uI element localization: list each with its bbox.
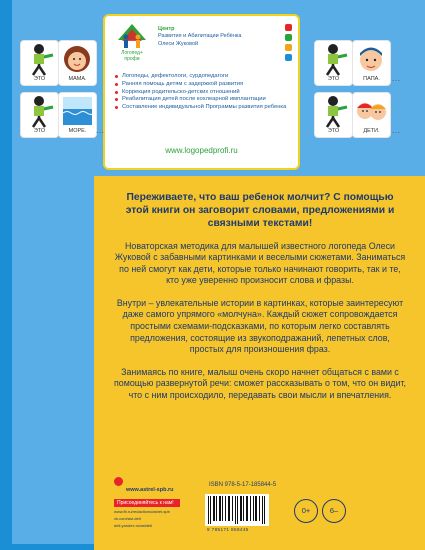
pointing-boy-icon bbox=[315, 41, 352, 77]
pointing-boy-icon bbox=[21, 93, 58, 129]
center-line3: Олеси Жуковой bbox=[158, 40, 199, 47]
barcode-digits: 9 785171 858445 bbox=[207, 527, 249, 532]
age-rating-0: 0+ bbox=[294, 499, 318, 523]
papa-face-icon bbox=[353, 41, 390, 77]
pointing-boy-icon bbox=[315, 93, 352, 129]
barcode bbox=[205, 494, 269, 526]
sea-icon bbox=[59, 93, 96, 129]
svg-text:Логопед+: Логопед+ bbox=[121, 50, 143, 56]
service-item: Логопеды, дефектологи, сурдопедагоги bbox=[115, 73, 290, 81]
service-item: Реабилитация детей после кохлеарной имплантации bbox=[115, 96, 290, 104]
card-mama bbox=[58, 40, 97, 86]
heart-icon-orange bbox=[285, 44, 292, 51]
center-title bbox=[158, 26, 241, 48]
pointing-boy-icon bbox=[21, 41, 58, 77]
age-rating-6: 6– bbox=[322, 499, 346, 523]
card-caption: МОРЕ. bbox=[68, 128, 87, 134]
dots-right-top: ... bbox=[392, 76, 401, 83]
join-us-badge: Присоединяйтесь к нам! bbox=[114, 499, 180, 507]
svg-text:профи: профи bbox=[124, 56, 140, 62]
mama-face-icon bbox=[59, 41, 96, 77]
astrel-logo-icon bbox=[114, 477, 123, 486]
card-caption: ПАПА. bbox=[363, 76, 380, 82]
isbn: ISBN 978-5-17-185844-5 bbox=[209, 482, 277, 488]
social-link-vk[interactable]: vk.com/ast.deti bbox=[114, 516, 141, 521]
card-deti bbox=[352, 92, 391, 138]
card-caption: МАМА. bbox=[68, 76, 87, 82]
book-spine bbox=[0, 0, 12, 550]
publisher-url[interactable]: www.astrel-spb.ru bbox=[126, 487, 174, 493]
dots-right-bottom: ... bbox=[392, 128, 401, 135]
card-papa bbox=[352, 40, 391, 86]
lead-question: Переживаете, что ваш ребенок молчит? С помощью этой книги он заговорит словами, предложениями и связными текстами! bbox=[125, 192, 395, 229]
card-eto-boy bbox=[20, 40, 59, 86]
social-link-fb[interactable]: www.fb.ru/redactions/astrel-spb bbox=[114, 509, 170, 514]
card-caption: ЭТО bbox=[33, 76, 46, 82]
logopedprofi-logo bbox=[111, 22, 153, 62]
card-caption: ЭТО bbox=[327, 128, 340, 134]
barcode-icon bbox=[205, 494, 269, 526]
center-info-card bbox=[103, 14, 300, 170]
card-caption: ЭТО bbox=[327, 76, 340, 82]
heart-icon-blue bbox=[285, 54, 292, 61]
card-more bbox=[58, 92, 97, 138]
card-caption: ДЕТИ. bbox=[363, 128, 380, 134]
card-eto-boy-2 bbox=[20, 92, 59, 138]
paragraph-method: Новаторская методика для малышей известного логопеда Олеси Жуковой с забавными картинками и веселыми сюжетами. Заниматься по ней смогут как дети, которые только начинают говорить, так и те, кто уже уверенно произносит слова и фразы. bbox=[114, 240, 406, 286]
paragraph-inside: Внутри – увлекательные истории в картинках, которые заинтересуют даже самого упрямого «молчуна». Каждый сюжет сопровождается простыми схемами-подсказками, по которым легко составлять предложения, состоящие из звукоподражаний, лепетных слов, простых для произношения фраз. bbox=[116, 297, 404, 355]
heart-icon-red bbox=[285, 24, 292, 31]
publisher-block bbox=[114, 478, 180, 528]
service-item: Ранняя помощь детям с задержкой развития bbox=[115, 81, 290, 89]
children-faces-icon bbox=[353, 93, 390, 129]
description-text bbox=[114, 192, 406, 413]
card-caption: ЭТО bbox=[33, 128, 46, 134]
services-list bbox=[115, 73, 290, 112]
center-line2: Развития и Абилитации Ребёнка bbox=[158, 33, 242, 40]
service-item: Составление индивидуальной Программы развития ребенка bbox=[115, 104, 290, 112]
paragraph-result: Занимаясь по книге, малыш очень скоро начнет общаться с вами с помощью развернутой речи: сможет рассказывать о том, что он видит, что с ним происходило, передавать свои мысли и впечатления. bbox=[114, 366, 406, 400]
card-eto-boy-4 bbox=[314, 92, 353, 138]
dots-left: ... bbox=[96, 128, 105, 135]
card-eto-boy-3 bbox=[314, 40, 353, 86]
heart-icon-green bbox=[285, 34, 292, 41]
social-link-yandex[interactable]: deti.yandex.ru/astdeti bbox=[114, 523, 153, 528]
center-website: www.logopedprofi.ru bbox=[165, 146, 238, 155]
service-item: Коррекция родительско-детских отношений bbox=[115, 89, 290, 97]
center-line1: Центр bbox=[158, 26, 175, 32]
